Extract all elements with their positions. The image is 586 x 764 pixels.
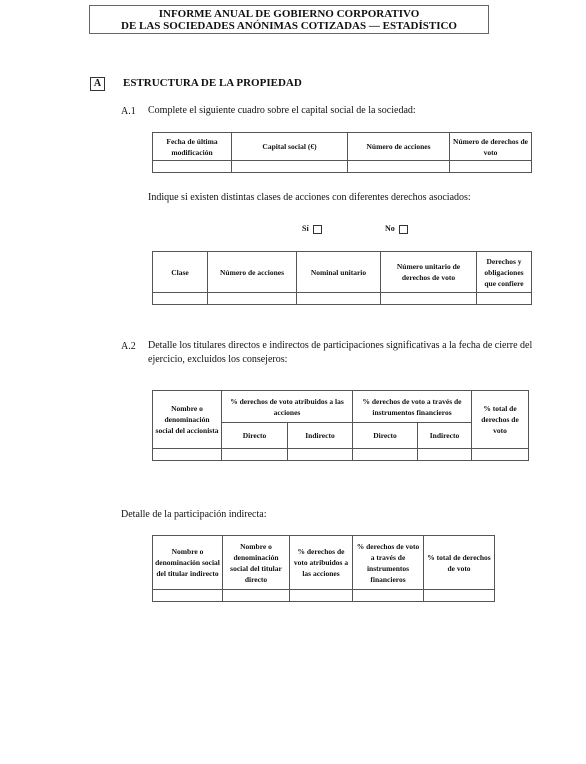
col-voto-instrumentos: % derechos de voto a través de instrumentos financieros <box>353 536 424 590</box>
col-titular-directo: Nombre o denominación social del titular directo <box>223 536 290 590</box>
a1-number: A.1 <box>121 106 136 117</box>
col-unitario-voto: Número unitario de derechos de voto <box>381 252 477 293</box>
cell-accionista-input[interactable] <box>153 449 222 461</box>
cell-total-voto-input[interactable] <box>424 590 495 602</box>
col-indirecto-1: Indirecto <box>288 423 353 449</box>
section-title: ESTRUCTURA DE LA PROPIEDAD <box>123 77 302 89</box>
cell-fecha-input[interactable] <box>153 161 232 173</box>
col-acciones: Número de acciones <box>348 133 450 161</box>
cell-total-input[interactable] <box>472 449 529 461</box>
classes-question: Indique si existen distintas clases de acciones con diferentes derechos asociados: <box>148 192 471 203</box>
header-line-1: INFORME ANUAL DE GOBIERNO CORPORATIVO <box>158 8 420 20</box>
cell-titular-directo-input[interactable] <box>223 590 290 602</box>
cell-nominal-input[interactable] <box>297 293 381 305</box>
cell-directo1-input[interactable] <box>222 449 288 461</box>
cell-num-acciones-input[interactable] <box>208 293 297 305</box>
indirect-title: Detalle de la participación indirecta: <box>121 509 267 520</box>
cell-derechos-input[interactable] <box>477 293 532 305</box>
cell-clase-input[interactable] <box>153 293 208 305</box>
cell-titular-indirecto-input[interactable] <box>153 590 223 602</box>
classes-table <box>152 251 532 305</box>
col-total-voto: % total de derechos de voto <box>424 536 495 590</box>
cell-indirecto2-input[interactable] <box>418 449 472 461</box>
col-fecha: Fecha de última modificación <box>153 133 232 161</box>
capital-table <box>152 132 532 173</box>
yes-checkbox[interactable] <box>313 225 322 234</box>
col-nominal: Nominal unitario <box>297 252 381 293</box>
col-directo-2: Directo <box>353 423 418 449</box>
col-titular-indirecto: Nombre o denominación social del titular indirecto <box>153 536 223 590</box>
indirect-table <box>152 535 495 602</box>
a1-text: Complete el siguiente cuadro sobre el capital social de la sociedad: <box>148 105 416 116</box>
cell-derechos-input[interactable] <box>450 161 532 173</box>
col-directo-1: Directo <box>222 423 288 449</box>
col-voto-acciones: % derechos de voto atribuidos a las acciones <box>290 536 353 590</box>
col-total: % total de derechos de voto <box>472 391 529 449</box>
yes-label: Sí <box>302 224 309 233</box>
col-clase: Clase <box>153 252 208 293</box>
report-header <box>89 5 489 34</box>
no-option[interactable] <box>385 224 408 234</box>
cell-directo2-input[interactable] <box>353 449 418 461</box>
a2-text: Detalle los titulares directos e indirectos de participaciones significativas a la fecha de cierre del ejercicio, excluidos los consejeros: <box>148 340 533 365</box>
holders-table <box>152 390 529 461</box>
col-num-acciones: Número de acciones <box>208 252 297 293</box>
col-capital: Capital social (€) <box>232 133 348 161</box>
header-line-2: DE LAS SOCIEDADES ANÓNIMAS COTIZADAS — ESTADÍSTICO <box>121 20 457 32</box>
cell-capital-input[interactable] <box>232 161 348 173</box>
section-letter: A <box>90 77 105 91</box>
col-derechos: Número de derechos de voto <box>450 133 532 161</box>
a2-number: A.2 <box>121 341 136 352</box>
section-heading <box>90 77 302 91</box>
col-indirecto-2: Indirecto <box>418 423 472 449</box>
col-group-instrumentos: % derechos de voto a través de instrumentos financieros <box>353 391 472 423</box>
cell-indirecto1-input[interactable] <box>288 449 353 461</box>
cell-voto-instrumentos-input[interactable] <box>353 590 424 602</box>
col-derechos-oblig: Derechos y obligaciones que confiere <box>477 252 532 293</box>
yes-option[interactable] <box>302 224 322 234</box>
no-label: No <box>385 224 395 233</box>
cell-acciones-input[interactable] <box>348 161 450 173</box>
cell-unitario-input[interactable] <box>381 293 477 305</box>
col-accionista: Nombre o denominación social del accionista <box>153 391 222 449</box>
no-checkbox[interactable] <box>399 225 408 234</box>
cell-voto-acciones-input[interactable] <box>290 590 353 602</box>
col-group-acciones: % derechos de voto atribuidos a las acciones <box>222 391 353 423</box>
